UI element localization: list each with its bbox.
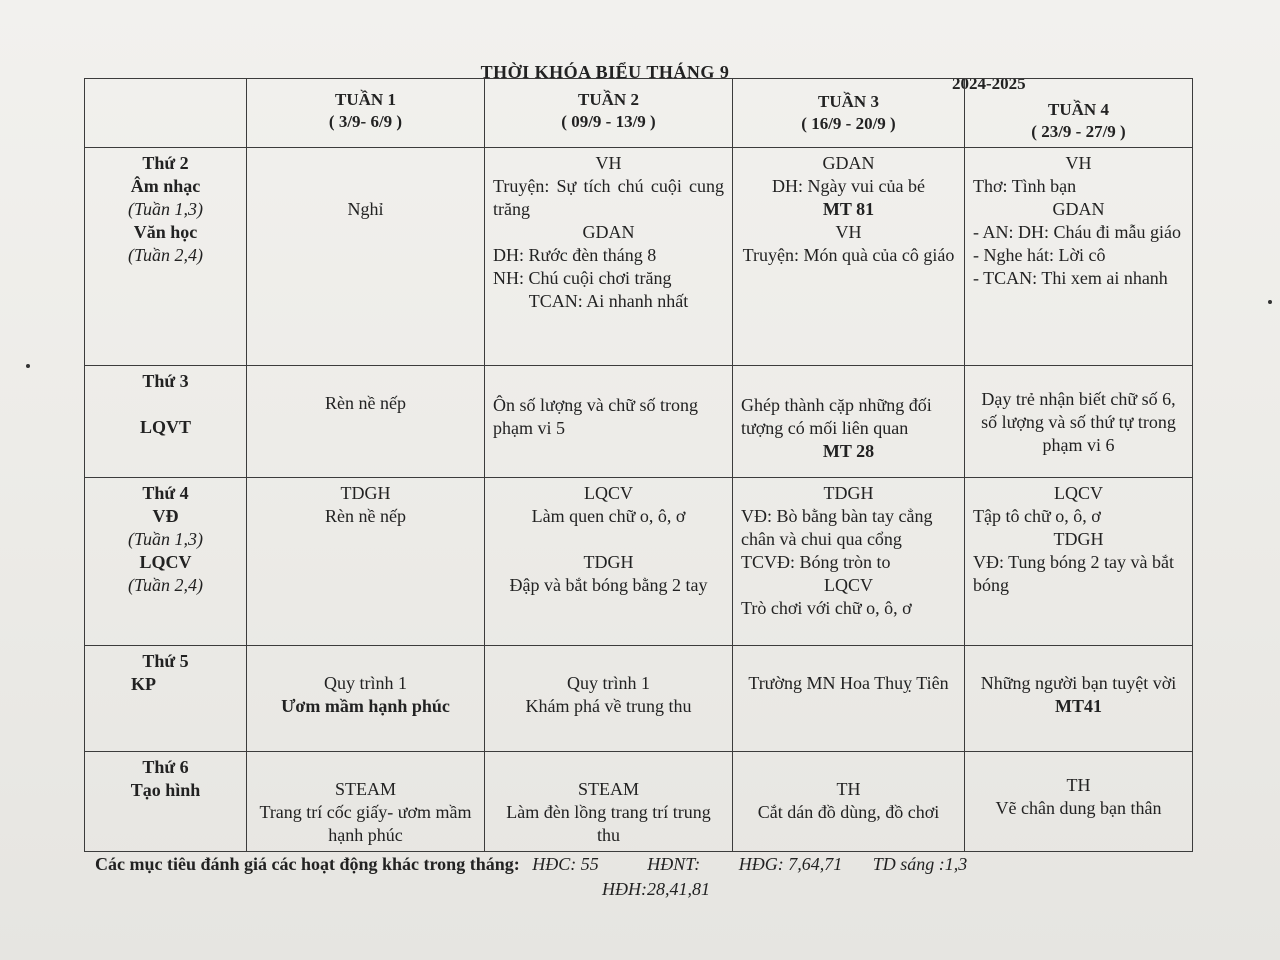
activity-text: DH: Rước đèn tháng 8 — [493, 245, 657, 265]
subject-label: Âm nhạc — [130, 176, 201, 196]
footer-item-second-line: HĐH:28,41,81 — [602, 879, 710, 899]
day-label: Thứ 2 — [142, 153, 189, 173]
week-range: ( 09/9 - 13/9 ) — [561, 112, 656, 131]
activity-text: TCAN: Ai nhanh nhất — [528, 291, 689, 311]
activity-text: Ghép thành cặp những đối tượng có mối liên quan — [741, 395, 932, 438]
activity-cell — [965, 148, 1193, 366]
goal-code: MT 28 — [822, 441, 875, 461]
activity-text: - AN: DH: Cháu đi mẫu giáo — [973, 222, 1181, 242]
day-label: Thứ 3 — [142, 371, 189, 391]
activity-text: Trường MN Hoa Thuỵ Tiên — [748, 673, 949, 693]
week-range: ( 16/9 - 20/9 ) — [801, 114, 896, 133]
activity-cell — [247, 366, 485, 478]
activity-text: Đập và bắt bóng bằng 2 tay — [509, 575, 708, 595]
day-label: Thứ 6 — [142, 757, 189, 777]
activity-cell — [965, 478, 1193, 646]
activity-text: Làm đèn lồng trang trí trung thu — [506, 802, 711, 845]
activity-text: Quy trình 1 — [324, 673, 407, 693]
paper-speck — [1268, 300, 1272, 304]
activity-type: VH — [595, 153, 622, 173]
week-range: ( 3/9- 6/9 ) — [328, 112, 403, 131]
activity-type: VH — [1065, 153, 1092, 173]
activity-text: Tập tô chữ o, ô, ơ — [973, 506, 1101, 526]
activity-cell — [965, 752, 1193, 852]
activity-type: LQCV — [1054, 483, 1103, 503]
row-wednesday — [85, 478, 1193, 646]
activity-text: Vẽ chân dung bạn thân — [995, 798, 1162, 818]
activity-cell — [733, 366, 965, 478]
activity-cell — [733, 752, 965, 852]
week-name: TUẦN 2 — [578, 90, 639, 109]
subject-label: VĐ — [152, 506, 179, 526]
activity-text: Cắt dán đồ dùng, đồ chơi — [757, 802, 940, 822]
activity-cell — [733, 478, 965, 646]
subject-note: (Tuần 1,3) — [127, 529, 203, 549]
activity-type: LQCV — [824, 575, 873, 595]
row-friday — [85, 752, 1193, 852]
subject-label: KP — [131, 674, 156, 694]
footer-line — [95, 854, 967, 875]
activity-cell — [247, 646, 485, 752]
activity-cell — [485, 752, 733, 852]
activity-text: Rèn nề nếp — [325, 506, 406, 526]
activity-text: VĐ: Tung bóng 2 tay và bắt bóng — [973, 552, 1175, 595]
activity-cell — [247, 148, 485, 366]
activity-cell — [247, 478, 485, 646]
day-cell — [85, 646, 247, 752]
activity-cell — [965, 646, 1193, 752]
activity-text: Ôn số lượng và chữ số trong phạm vi 5 — [493, 395, 699, 438]
activity-text: Trò chơi với chữ o, ô, ơ — [741, 598, 912, 618]
day-cell — [85, 148, 247, 366]
activity-text: NH: Chú cuội chơi trăng — [493, 268, 672, 288]
activity-type: LQCV — [584, 483, 633, 503]
week-header-1 — [247, 79, 485, 148]
activity-text: DH: Ngày vui của bé — [772, 176, 925, 196]
activity-text: Rèn nề nếp — [325, 393, 406, 413]
activity-text: Quy trình 1 — [567, 673, 650, 693]
activity-text: - Nghe hát: Lời cô — [973, 245, 1106, 265]
header-row — [85, 79, 1193, 148]
activity-type: TH — [1066, 775, 1091, 795]
activity-text: Ươm mầm hạnh phúc — [281, 696, 450, 716]
activity-type: TH — [836, 779, 861, 799]
activity-cell — [733, 148, 965, 366]
goal-code: MT41 — [1055, 696, 1102, 716]
activity-cell — [485, 366, 733, 478]
activity-text: Truyện: Món quà của cô giáo — [742, 245, 955, 265]
activity-type: GDAN — [582, 222, 635, 242]
activity-cell — [485, 478, 733, 646]
activity-type: GDAN — [1052, 199, 1105, 219]
row-tuesday — [85, 366, 1193, 478]
document-title: THỜI KHÓA BIỂU THÁNG 9 — [480, 62, 730, 82]
activity-cell — [965, 366, 1193, 478]
week-header-4 — [965, 79, 1193, 148]
footer-item: HĐC: 55 — [532, 854, 599, 874]
day-label: Thứ 4 — [142, 483, 189, 503]
week-name: TUẦN 4 — [1048, 100, 1109, 119]
day-cell — [85, 366, 247, 478]
activity-text: Thơ: Tình bạn — [973, 176, 1077, 196]
activity-text: Dạy trẻ nhận biết chữ số 6, số lượng và số thứ tự trong phạm vi 6 — [981, 389, 1176, 455]
subject-note: (Tuần 1,3) — [127, 199, 203, 219]
week-range: ( 23/9 - 27/9 ) — [1031, 122, 1126, 141]
activity-text: - TCAN: Thi xem ai nhanh — [973, 268, 1168, 288]
row-monday — [85, 148, 1193, 366]
week-name: TUẦN 1 — [335, 90, 396, 109]
activity-cell — [247, 752, 485, 852]
week-header-3 — [733, 79, 965, 148]
activity-cell — [485, 646, 733, 752]
week-name: TUẦN 3 — [818, 92, 879, 111]
activity-text: Những người bạn tuyệt vời — [980, 673, 1177, 693]
activity-text: Khám phá về trung thu — [525, 696, 692, 716]
footer-item: TD sáng :1,3 — [872, 854, 968, 874]
row-thursday — [85, 646, 1193, 752]
subject-label: LQCV — [139, 552, 192, 572]
activity-text: VĐ: Bò bằng bàn tay cẳng chân và chui qua cổng — [741, 506, 933, 549]
subject-note: (Tuần 2,4) — [127, 575, 203, 595]
activity-type: STEAM — [577, 779, 639, 799]
activity-text: Trang trí cốc giấy- ươm mầm hạnh phúc — [259, 802, 472, 845]
footer-item: HĐNT: — [647, 854, 701, 874]
corner-cell — [85, 79, 247, 148]
activity-text: TCVĐ: Bóng tròn to — [741, 552, 891, 572]
day-label: Thứ 5 — [142, 651, 189, 671]
activity-cell — [485, 148, 733, 366]
timetable — [84, 78, 1193, 852]
paper-speck — [26, 364, 30, 368]
goal-code: MT 81 — [822, 199, 875, 219]
subject-label: LQVT — [139, 417, 191, 437]
footer-item: HĐG: 7,64,71 — [738, 854, 843, 874]
activity-type: GDAN — [822, 153, 875, 173]
activity-type: TDGH — [340, 483, 391, 503]
activity-type: TDGH — [823, 483, 874, 503]
activity-type: STEAM — [334, 779, 396, 799]
school-year: 2024-2025 — [952, 74, 1026, 93]
subject-label: Văn học — [133, 222, 198, 242]
activity-type: VH — [835, 222, 862, 242]
activity-cell — [733, 646, 965, 752]
week-header-2 — [485, 79, 733, 148]
footer-label: Các mục tiêu đánh giá các hoạt động khác trong tháng: — [95, 854, 520, 874]
activity-text: Làm quen chữ o, ô, ơ — [531, 506, 686, 526]
activity-text: Truyện: Sự tích chú cuội cung trăng — [493, 176, 724, 219]
subject-note: (Tuần 2,4) — [127, 245, 203, 265]
activity-type: TDGH — [1053, 529, 1104, 549]
activity-type: TDGH — [583, 552, 634, 572]
day-cell — [85, 478, 247, 646]
subject-label: Tạo hình — [130, 780, 201, 800]
day-cell — [85, 752, 247, 852]
activity-text: Nghỉ — [347, 199, 384, 219]
